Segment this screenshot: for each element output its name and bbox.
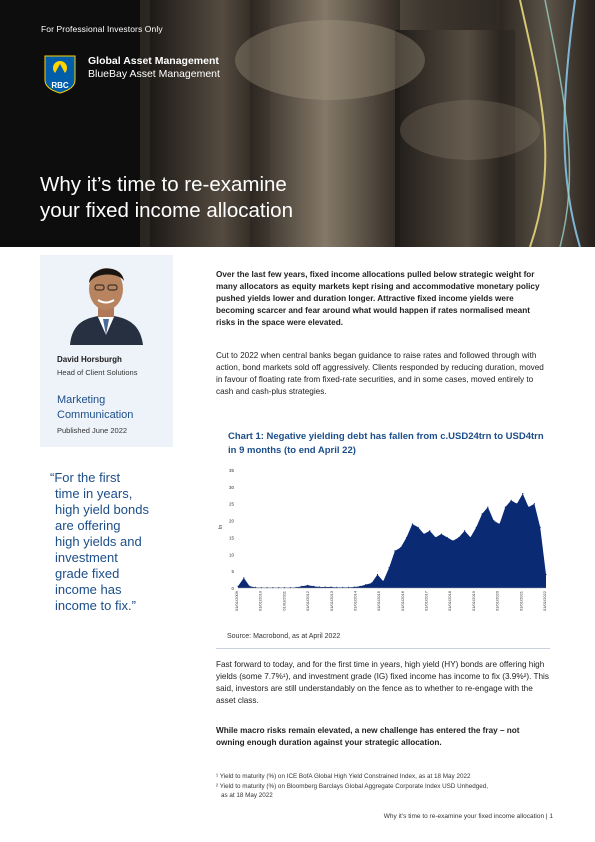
- data-point: [452, 540, 453, 541]
- x-tick-label: 01/01/2019: [470, 591, 476, 612]
- data-point: [330, 586, 331, 587]
- paragraph-3: Fast forward to today, and for the first time in years, high yield (HY) bonds are offering high yields (some 7.7%¹), and investment grade (IG) fixed income has income to fix (3.9%²). This said, investors are still understandably on the fence as to whether to re-engage with the asset class.: [216, 660, 549, 705]
- x-tick-label: 01/01/2021: [518, 591, 524, 612]
- x-tick-label: 01/01/2011: [281, 591, 287, 611]
- data-point: [400, 547, 401, 548]
- footnote-1: ¹ Yield to maturity (%) on ICE BofA Global High Yield Constrained Index, as at 18 May 2022: [216, 773, 471, 780]
- data-point: [447, 537, 448, 538]
- footnote-2: ² Yield to maturity (%) on Bloomberg Barclays Global Aggregate Corporate Index USD Unhedged,: [216, 783, 488, 790]
- page-footer: Why it’s time to re-examine your fixed income allocation | 1: [383, 813, 553, 820]
- data-point: [354, 586, 355, 587]
- title-line-1: Why it’s time to re-examine: [40, 173, 287, 196]
- data-point: [249, 586, 250, 587]
- y-tick-label: 20: [228, 518, 234, 524]
- data-point: [528, 506, 529, 507]
- intro-paragraph: Over the last few years, fixed income allocations pulled below strategic weight for many allocators as equity markets kept rising and accommodative monetary policy pushed yields lower and duration longer. Attractive fixed income yields were becoming scarcer and fear around what would happen if rates normalised meant risks in the space were elevated.: [216, 270, 540, 327]
- y-tick-label: 5: [231, 569, 234, 575]
- x-tick-label: 01/01/2017: [423, 591, 429, 612]
- data-point: [534, 503, 535, 504]
- data-point: [493, 520, 494, 521]
- y-axis-label: tn: [218, 524, 224, 529]
- data-point: [540, 527, 541, 528]
- page-title: [40, 172, 293, 224]
- quote-line: grade fixed: [55, 566, 120, 581]
- author-photo: [40, 255, 173, 345]
- data-point: [243, 577, 244, 578]
- quote-line: income to fix.”: [55, 598, 136, 613]
- y-tick-label: 0: [231, 586, 234, 591]
- pull-quote: [50, 470, 170, 614]
- paragraph-4: While macro risks remain elevated, a new challenge has entered the fray – not owning enough duration against your strategic allocation.: [216, 726, 520, 747]
- document-category: [57, 393, 167, 423]
- category-line-1: Marketing: [57, 394, 106, 406]
- quote-line: high yields and: [55, 534, 142, 549]
- quote-line: “For the first: [50, 470, 121, 485]
- negative-yield-area-chart: [216, 462, 550, 627]
- data-point: [511, 500, 512, 501]
- data-point: [476, 527, 477, 528]
- chart-source: Source: Macrobond, as at April 2022: [227, 633, 341, 640]
- data-point: [423, 533, 424, 534]
- quote-line: investment: [55, 550, 118, 565]
- y-tick-label: 30: [228, 484, 234, 490]
- data-point: [505, 506, 506, 507]
- x-tick-label: 01/01/2010: [257, 591, 263, 612]
- quote-line: income has: [55, 582, 122, 597]
- data-point: [319, 586, 320, 587]
- y-tick-label: 35: [228, 468, 234, 473]
- x-tick-label: 01/01/2022: [542, 591, 547, 612]
- x-tick-label: 01/01/2020: [494, 591, 500, 612]
- data-point: [458, 537, 459, 538]
- x-tick-label: 01/01/2014: [352, 591, 358, 612]
- data-point: [545, 574, 546, 575]
- data-point: [301, 586, 302, 587]
- data-point: [406, 537, 407, 538]
- paragraph-2: Cut to 2022 when central banks began guidance to raise rates and followed through with action, bond markets sold off aggressively. Clients responded by reducing duration, moved in favour of floating rate from fixed-rate securities, and in some cases, moved entirely to cash and cash-plus strategies.: [216, 351, 544, 396]
- data-point: [359, 586, 360, 587]
- data-point: [435, 537, 436, 538]
- x-tick-label: 01/01/2015: [376, 591, 382, 612]
- svg-text:RBC: RBC: [51, 81, 69, 90]
- data-point: [464, 530, 465, 531]
- data-point: [237, 586, 238, 587]
- data-point: [383, 581, 384, 582]
- data-point: [499, 523, 500, 524]
- y-tick-label: 10: [228, 552, 234, 558]
- data-point: [371, 582, 372, 583]
- hero-banner: [0, 0, 595, 247]
- quote-line: are offering: [55, 518, 121, 533]
- x-tick-label: 01/01/2018: [447, 591, 453, 612]
- series-area: [238, 494, 546, 588]
- data-point: [365, 584, 366, 585]
- data-point: [313, 586, 314, 587]
- data-point: [481, 513, 482, 514]
- data-point: [418, 527, 419, 528]
- data-point: [388, 567, 389, 568]
- author-name: David Horsburgh: [57, 355, 122, 364]
- data-point: [429, 530, 430, 531]
- data-point: [441, 533, 442, 534]
- chart-title: Chart 1: Negative yielding debt has fallen from c.USD24trn to USD4trn in 9 months (to end April 22): [228, 431, 544, 456]
- y-tick-label: 25: [228, 501, 234, 507]
- data-point: [307, 585, 308, 586]
- audience-label: For Professional Investors Only: [41, 24, 163, 34]
- data-point: [394, 550, 395, 551]
- divider: [216, 648, 550, 649]
- author-role: Head of Client Solutions: [57, 368, 138, 377]
- brand-name: Global Asset Management: [88, 55, 219, 67]
- quote-line: high yield bonds: [55, 502, 149, 517]
- x-tick-label: 01/01/2016: [399, 591, 405, 612]
- category-line-2: Communication: [57, 409, 134, 421]
- rbc-logo-icon: [43, 54, 77, 94]
- data-point: [487, 506, 488, 507]
- title-line-2: your fixed income allocation: [40, 199, 293, 222]
- data-point: [377, 574, 378, 575]
- x-tick-label: 01/01/2012: [305, 591, 311, 612]
- data-point: [516, 503, 517, 504]
- brand-subname: BlueBay Asset Management: [88, 68, 220, 80]
- x-tick-label: 01/01/2009: [234, 591, 239, 612]
- data-point: [325, 586, 326, 587]
- data-point: [522, 493, 523, 494]
- data-point: [470, 537, 471, 538]
- x-tick-label: 01/01/2013: [328, 591, 334, 612]
- quote-line: time in years,: [55, 486, 133, 501]
- publish-date: Published June 2022: [57, 426, 128, 435]
- y-tick-label: 15: [228, 535, 234, 541]
- footnote-2-cont: as at 18 May 2022: [221, 792, 273, 799]
- data-point: [412, 523, 413, 524]
